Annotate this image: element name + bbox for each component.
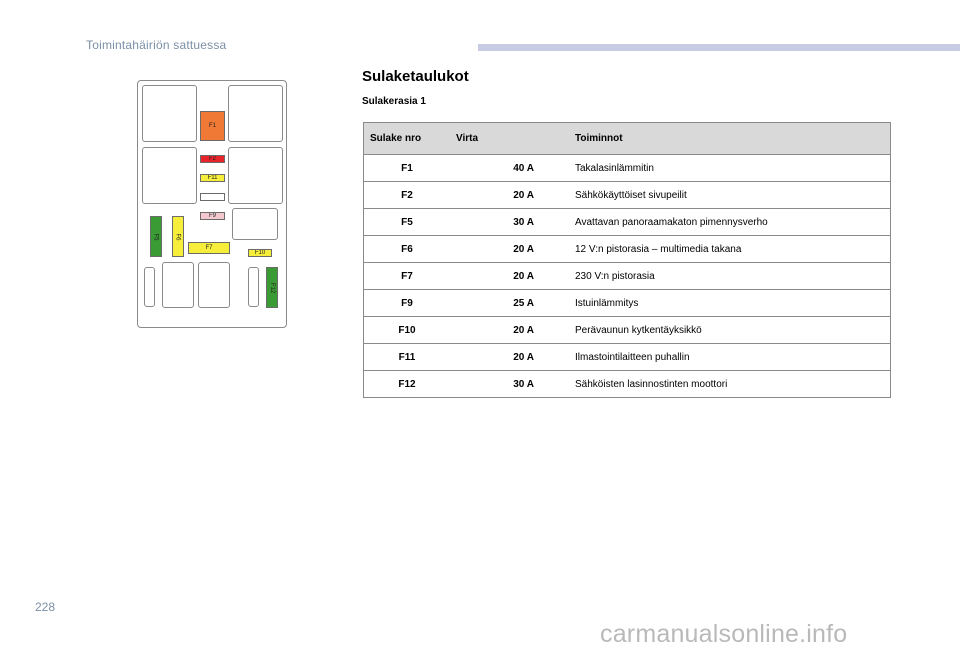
fuse-number-cell: F6 [364,236,451,263]
current-cell: 20 A [450,236,540,263]
fuse-number-cell: F2 [364,182,451,209]
function-cell: 230 V:n pistorasia [540,263,891,290]
relay-block [142,147,197,204]
fuse-label: F2 [208,156,216,162]
fuse-label: F9 [208,213,216,219]
table-row [364,155,891,182]
relay-block [228,85,283,142]
watermark: carmanualsonline.info [600,620,848,648]
section-title: Sulaketaulukot [362,68,469,85]
function-cell: Istuinlämmitys [540,290,891,317]
column-header-current: Virta [450,123,540,155]
fuse-f1 [200,111,225,141]
fuse-f7 [188,242,230,254]
page-number: 228 [35,600,56,614]
table-row [364,317,891,344]
relay-block [228,147,283,204]
current-cell: 30 A [450,371,540,398]
table-row [364,209,891,236]
relay-block [198,262,230,308]
function-cell: Avattavan panoraamakaton pimennysverho [540,209,891,236]
current-cell: 20 A [450,263,540,290]
table-row [364,182,891,209]
function-cell: 12 V:n pistorasia – multimedia takana [540,236,891,263]
fuse-label: F11 [207,175,218,181]
function-cell: Sähköisten lasinnostinten moottori [540,371,891,398]
fuse-number-cell: F9 [364,290,451,317]
current-cell: 20 A [450,317,540,344]
fuse-empty-slot [200,193,225,201]
fuse-box-diagram [137,80,287,328]
table-header-row [364,123,891,155]
table-row [364,263,891,290]
fuse-f5 [150,216,162,257]
current-cell: 20 A [450,344,540,371]
current-cell: 25 A [450,290,540,317]
fuse-f2 [200,155,225,163]
fuse-label: F5 [152,232,159,241]
function-cell: Sähkökäyttöiset sivupeilit [540,182,891,209]
relay-slot [144,267,155,307]
relay-slot [248,267,259,307]
relay-block [232,208,278,240]
fuse-f11 [200,174,225,182]
subsection-title: Sulakerasia 1 [362,96,426,107]
fuse-number-cell: F11 [364,344,451,371]
fuse-number-cell: F1 [364,155,451,182]
fuse-label: F6 [174,232,181,241]
fuse-number-cell: F5 [364,209,451,236]
table-row [364,290,891,317]
column-header-functions: Toiminnot [540,123,891,155]
function-cell: Perävaunun kytkentäyksikkö [540,317,891,344]
fuse-table [363,122,891,398]
fuse-f12 [266,267,278,308]
fuse-label: F12 [269,282,275,293]
table-row [364,371,891,398]
table-row [364,236,891,263]
current-cell: 30 A [450,209,540,236]
fuse-f6 [172,216,184,257]
current-cell: 20 A [450,182,540,209]
fuse-f10 [248,249,272,257]
fuse-label: F1 [208,123,216,129]
fuse-number-cell: F10 [364,317,451,344]
current-cell: 40 A [450,155,540,182]
fuse-f9 [200,212,225,220]
header-bar [478,44,960,51]
fuse-label: F7 [205,245,213,251]
column-header-fuse-number: Sulake nro [364,123,451,155]
function-cell: Takalasinlämmitin [540,155,891,182]
fuse-label: F10 [254,250,266,256]
header-title: Toimintahäiriön sattuessa [86,38,227,52]
function-cell: Ilmastointilaitteen puhallin [540,344,891,371]
relay-block [142,85,197,142]
table-row [364,344,891,371]
relay-block [162,262,194,308]
fuse-number-cell: F12 [364,371,451,398]
fuse-number-cell: F7 [364,263,451,290]
